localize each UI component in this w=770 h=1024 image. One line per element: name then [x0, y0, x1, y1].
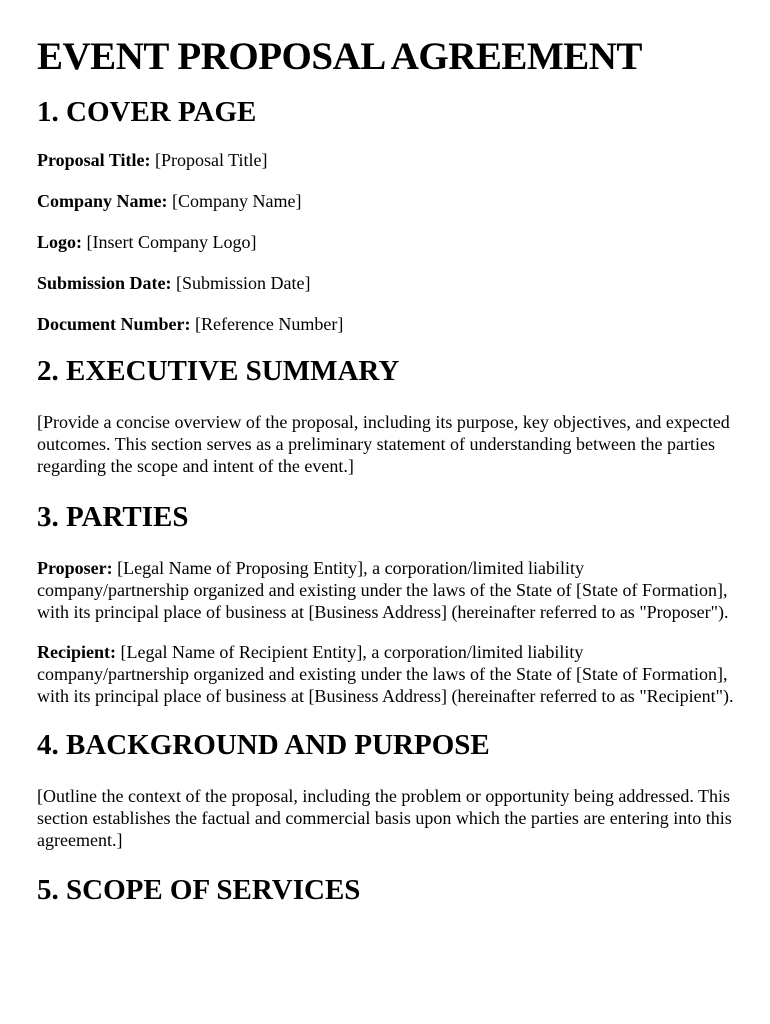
field-logo — [37, 231, 737, 253]
field-label: Logo: — [37, 232, 82, 252]
background-text: [Outline the context of the proposal, including the problem or opportunity being addressed. This section establishes the factual and commercial basis upon which the parties are entering into this agreement.] — [37, 786, 732, 850]
field-proposal-title — [37, 149, 737, 171]
recipient-text: [Legal Name of Recipient Entity], a corporation/limited liability company/partnership organized and existing under the laws of the State of [State of Formation], with its principal place of business at [Business Address] (hereinafter referred to as "Recipient"). — [37, 642, 734, 706]
field-value: [Proposal Title] — [155, 150, 268, 170]
field-label: Company Name: — [37, 191, 168, 211]
recipient-label: Recipient: — [37, 642, 116, 662]
field-submission-date — [37, 272, 737, 294]
proposer-label: Proposer: — [37, 558, 113, 578]
proposer-text: [Legal Name of Proposing Entity], a corporation/limited liability company/partnership organized and existing under the laws of the State of [State of Formation], with its principal place of business at [Business Address] (hereinafter referred to as "Proposer"). — [37, 558, 729, 622]
field-value: [Company Name] — [172, 191, 302, 211]
executive-summary-text: [Provide a concise overview of the proposal, including its purpose, key objectives, and expected outcomes. This section serves as a preliminary statement of understanding between the parties regarding the scope and intent of the event.] — [37, 412, 730, 476]
field-company-name — [37, 190, 737, 212]
cover-fields — [37, 149, 737, 335]
section-heading-scope-of-services: 5. SCOPE OF SERVICES — [37, 874, 361, 906]
field-label: Submission Date: — [37, 273, 172, 293]
section-heading-executive-summary: 2. EXECUTIVE SUMMARY — [37, 355, 400, 387]
document-page — [37, 0, 737, 907]
field-value: [Submission Date] — [176, 273, 311, 293]
field-document-number — [37, 313, 737, 335]
field-value: [Insert Company Logo] — [86, 232, 257, 252]
section-heading-background-and-purpose: 4. BACKGROUND AND PURPOSE — [37, 729, 490, 761]
recipient-paragraph — [37, 641, 737, 707]
field-value: [Reference Number] — [194, 314, 344, 334]
document-title: EVENT PROPOSAL AGREEMENT — [37, 35, 642, 78]
proposer-paragraph — [37, 557, 737, 623]
section-heading-parties: 3. PARTIES — [37, 501, 189, 533]
section-heading-cover-page: 1. COVER PAGE — [37, 96, 257, 128]
field-label: Proposal Title: — [37, 150, 151, 170]
field-label: Document Number: — [37, 314, 191, 334]
